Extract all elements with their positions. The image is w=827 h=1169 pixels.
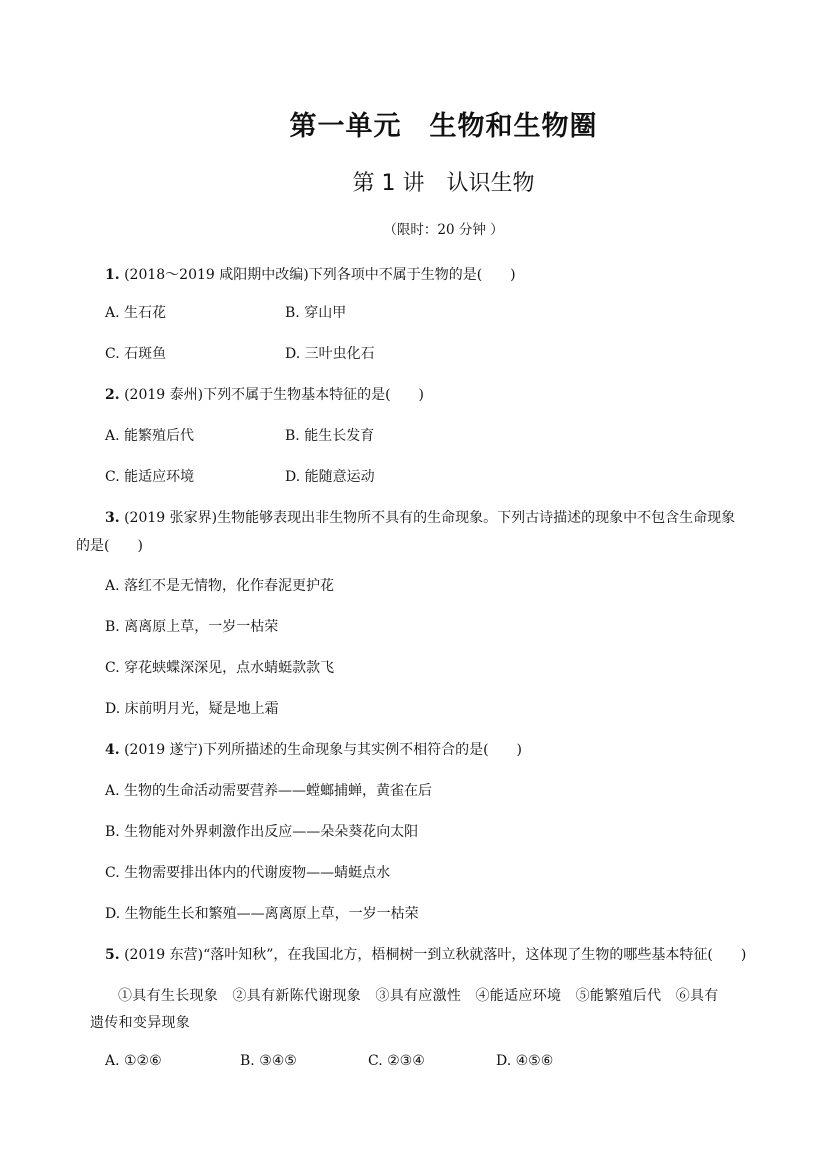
question-number: 1. (105, 267, 120, 283)
q4-option-b: B. 生物能对外界刺激作出反应——朵朵葵花向太阳 (105, 824, 419, 840)
q2-option-a: A. 能繁殖后代 (105, 428, 195, 444)
question-stem: (2018～2019 咸阳期中改编)下列各项中不属于生物的是( ) (119, 267, 516, 283)
q3-option-d: D. 床前明月光，疑是地上霜 (105, 701, 279, 717)
question-stem: (2019 泰州)下列不属于生物基本特征的是( ) (119, 387, 425, 403)
q4-option-a: A. 生物的生命活动需要营养——螳螂捕蝉，黄雀在后 (105, 783, 433, 799)
question-number: 4. (105, 742, 120, 758)
q3-option-b: B. 离离原上草，一岁一枯荣 (105, 619, 279, 635)
q1-option-b: B. 穿山甲 (285, 305, 347, 321)
q5-option-b: B. ③④⑤ (240, 1053, 297, 1069)
question-1 (105, 264, 516, 284)
q2-option-b: B. 能生长发育 (285, 428, 375, 444)
unit-title: 第一单元 生物和生物圈 (289, 111, 598, 142)
lesson-title: 第 1 讲 认识生物 (352, 171, 535, 196)
q1-option-d: D. 三叶虫化石 (285, 346, 375, 362)
question-stem: (2019 东营)“落叶知秋”，在我国北方，梧桐树一到立秋就落叶，这体现了生物的哪些基本特征( ) (119, 947, 747, 963)
question-2 (105, 384, 424, 404)
q1-option-c: C. 石斑鱼 (105, 346, 167, 362)
question-4 (105, 739, 522, 759)
q5-option-a: A. ①②⑥ (105, 1053, 162, 1069)
question-3-stem-cont: 的是( ) (76, 538, 143, 554)
question-number: 5. (105, 947, 120, 963)
q4-option-d: D. 生物能生长和繁殖——离离原上草，一岁一枯荣 (105, 906, 419, 922)
q1-option-a: A. 生石花 (105, 305, 167, 321)
question-5 (105, 944, 746, 964)
question-number: 3. (105, 510, 120, 526)
question-number: 2. (105, 387, 120, 403)
question-3 (105, 507, 735, 527)
time-limit: （限时：20 分钟 ） (383, 222, 504, 238)
q3-option-a: A. 落红不是无情物，化作春泥更护花 (105, 578, 335, 594)
q5-option-d: D. ④⑤⑥ (496, 1053, 554, 1069)
q2-option-d: D. 能随意运动 (285, 469, 375, 485)
question-stem: (2019 张家界)生物能够表现出非生物所不具有的生命现象。下列古诗描述的现象中不包含生命现象 (119, 510, 736, 526)
q4-option-c: C. 生物需要排出体内的代谢废物——蜻蜓点水 (105, 865, 391, 881)
q3-option-c: C. 穿花蛱蝶深深见，点水蜻蜓款款飞 (105, 660, 335, 676)
q5-items-line2: 遗传和变异现象 (90, 1015, 191, 1031)
q2-option-c: C. 能适应环境 (105, 469, 195, 485)
q5-items-line1: ①具有生长现象 ②具有新陈代谢现象 ③具有应激性 ④能适应环境 ⑤能繁殖后代 ⑥具有 (118, 988, 719, 1004)
question-stem: (2019 遂宁)下列所描述的生命现象与其实例不相符合的是( ) (119, 742, 523, 758)
q5-option-c: C. ②③④ (368, 1053, 425, 1069)
